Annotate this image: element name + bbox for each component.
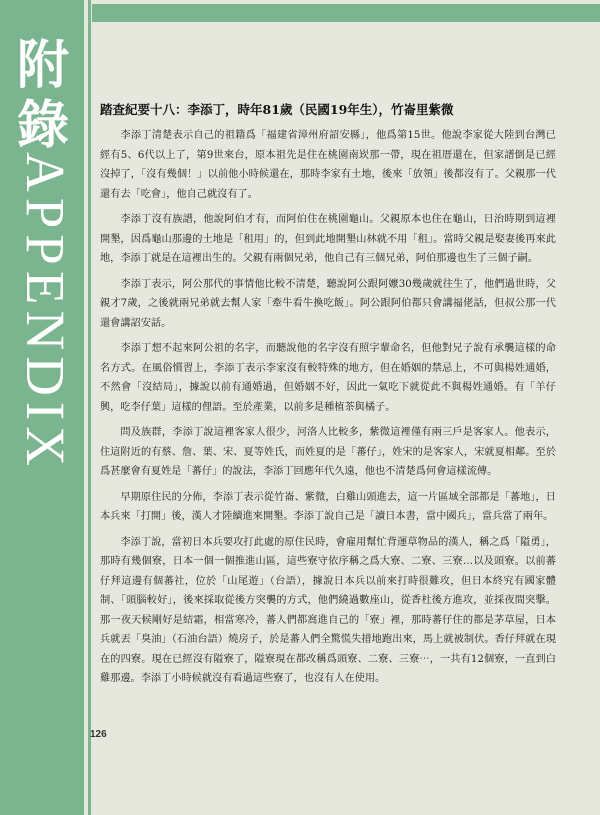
paragraph: 李添丁說，當初日本兵要攻打此處的原住民時，會雇用幫忙背運草物品的漢人，稱之爲「隘勇」，那時有幾個寮，日本一個一個推進山區，這些寮守依序稱之爲大寮、二寮、三寮…以及頭寮。以前蕃仔拜這邊有個蕃社，位於「山尾遊」（台語），據說日本兵以前來打時很難攻，但日本終究有國家體制、「頭腦較好」，後來採取從後方突襲的方式，他們繞過數座山，從香杜後方進攻，並採夜間突擊。那一夜天候剛好是結霜，相當寒冷，蕃人們都窩進自己的「寮」裡，那時蕃仔住的都是茅草屋，日本兵就丟「臭油」（石油台語）燒房子，於是蕃人們全驚慌失措地跑出來，馬上就被制伏。香仔拜就在現在的四寮。現在已經沒有隘寮了，隘寮現在都改稱爲頭寮、二寮、三寮⋯，一共有12個寮，一直到白雞那邊。李添丁小時候就沒有看過這些寮了，也沒有人在使用。 — [100, 536, 556, 684]
header-bar — [92, 4, 600, 22]
appendix-title-english: APPENDIX — [15, 152, 76, 472]
appendix-title-chinese — [5, 36, 81, 156]
paragraph: 李添丁表示，阿公那代的事情他比較不清楚，聽說阿公跟阿嬤30幾歲就往生了，他們過世時，父親才7歲，之後就兩兄弟就去幫人家「牽牛看牛換吃飯」。阿公跟阿伯都只會講福佬話，但叔公那一代還會講詔安話。 — [100, 278, 556, 329]
page-number: 126 — [90, 729, 107, 740]
divider-line — [88, 0, 91, 815]
paragraph: 問及族群，李添丁說這裡客家人很少，河洛人比較多，紫微這裡僅有兩三戶是客家人。他表示，住這附近的有蔡、詹、葉、宋、夏等姓氏，而姓夏的是「蕃仔」，姓宋的是客家人，宋就夏相鄰。至於爲甚麼會有夏姓是「蕃仔」的說法，李添丁回應年代久遠，他也不清楚爲何會這樣流傳。 — [100, 427, 556, 477]
appendix-title-char-1: 附 — [16, 35, 69, 96]
article — [100, 100, 556, 695]
paragraph: 李添丁清楚表示自己的祖籍爲「福建省漳州府詔安縣」，他爲第15世。他說李家從大陸到台灣已經有5、6代以上了，第9世來台，原本祖先是住在桃園南崁那一帶，現在祖厝還在，但家譜倒是已經沒掉了，「沒有幾個！」以前他小時候還在，那時李家有土地，後來「放領」後都沒有了。父親那一代還有去「吃會」，他自己就沒有了。 — [100, 130, 556, 200]
appendix-title-char-2: 錄 — [16, 95, 69, 156]
paragraph: 早期原住民的分佈，李添丁表示從竹崙、紫微，白雞山頭進去，這一片區域全部都是「蕃地」，日本兵來「打開」後，漢人才陸續進來開墾。李添丁說自己是「讀日本書，當中國兵」，當兵當了兩年。 — [100, 491, 556, 522]
paragraph: 李添丁想不起來阿公祖的名字，而聽說他的名字沒有照字輩命名，但他對兄子說有承襲這樣的命名方式。在風俗慣習上，李添丁表示李家沒有較特殊的地方，但在婚姻的禁忌上，不可與楊姓通婚，不然會「沒結局」，據說以前有通婚過，但婚姻不好，因此一氣吃下就從此不與楊姓通婚。有「羊仔興，吃李仔葉」這樣的俚語。至於產業，以前多是種植茶與橘子。 — [100, 343, 556, 413]
paragraph: 李添丁沒有族譜，他說阿伯才有，而阿伯住在桃園龜山。父親原本也住在龜山，日治時期到這裡開墾，因爲龜山那邊的土地是「租用」的，但到此地開墾山林就不用「租」。當時父親是娶妻後再來此地，李添丁就是在這裡出生的。父親有兩個兄弟，他自己有三個兄弟，阿伯那邊也生了三個子嗣。 — [100, 214, 556, 264]
article-heading: 踏查紀要十八：李添丁，時年81歲（民國19年生），竹崙里紫微 — [100, 102, 454, 117]
